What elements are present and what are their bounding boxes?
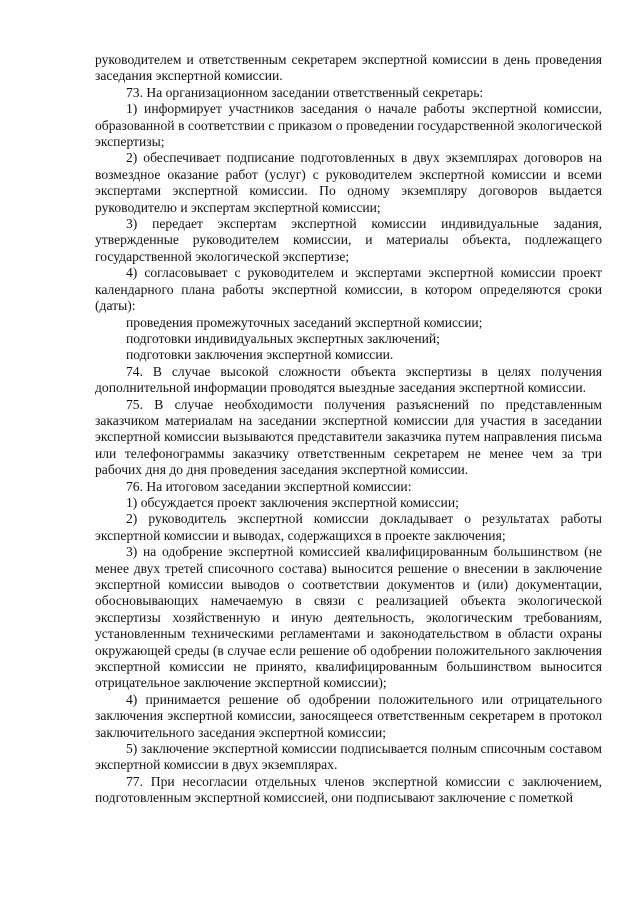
list-item-76-2: 2) руководитель экспертной комиссии докладывает о результатах работы экспертной комиссии и выводах, содержащихся в проекте заключения; <box>95 511 602 543</box>
list-item-73-1: 1) информирует участников заседания о начале работы экспертной комиссии, образованной в соответствии с приказом о проведении государственной экологической экспертизы; <box>95 101 602 150</box>
paragraph-continuation: руководителем и ответственным секретарем экспертной комиссии в день проведения заседания экспертной комиссии. <box>95 52 602 84</box>
list-item-76-1: 1) обсуждается проект заключения экспертной комиссии; <box>126 494 459 510</box>
sub-item-individual-conclusions: подготовки индивидуальных экспертных заключений; <box>126 330 440 346</box>
list-item-76-5: 5) заключение экспертной комиссии подписывается полным списочным составом экспертной комиссии в двух экземплярах. <box>95 741 602 773</box>
paragraph-74: 74. В случае высокой сложности объекта экспертизы в целях получения дополнительной информации проводятся выездные заседания экспертной комиссии. <box>95 363 602 396</box>
document-body <box>95 52 602 807</box>
list-item-73-4: 4) согласовывает с руководителем и экспертами экспертной комиссии проект календарного плана работы экспертной комиссии, в котором определяются сроки (даты): <box>95 265 602 314</box>
list-item-76-3: 3) на одобрение экспертной комиссией квалифицированным большинством (не менее двух третей списочного состава) выносится решение о внесении в заключение экспертной комиссии выводов о соответствии документов и (или) документации, обосновывающих намечаемую в связи с реализацией объекта экологической экспертизы хозяйственную и иную деятельность, экологическим требованиям, установленным техническими регламентами и законодательством в области охраны окружающей среды (в случае если решение об одобрении положительного заключения экспертной комиссии не принято, квалифицированным большинством выносится отрицательное заключение экспертной комиссии); <box>95 544 602 691</box>
sub-item-intermediate-meetings: проведения промежуточных заседаний экспертной комиссии; <box>126 314 483 330</box>
paragraph-73: 73. На организационном заседании ответственный секретарь: <box>126 84 484 100</box>
paragraph-76: 76. На итоговом заседании экспертной комиссии: <box>126 478 412 494</box>
paragraph-75: 75. В случае необходимости получения разъяснений по представленным заказчиком материалам на заседании экспертной комиссии для участия в заседании экспертной комиссии вызываются представители заказчика путем направления письма или телефонограммы заказчику ответственным секретарем не менее чем за три рабочих дня до дня проведения заседания экспертной комиссии. <box>95 396 602 478</box>
paragraph-77: 77. При несогласии отдельных членов экспертной комиссии с заключением, подготовленным экспертной комиссией, они подписывают заключение с пометкой <box>95 773 602 806</box>
list-item-73-2: 2) обеспечивает подписание подготовленных в двух экземплярах договоров на возмездное оказание работ (услуг) с руководителем экспертной комиссии и всеми экспертами экспертной комиссии. По одному экземпляру договоров выдается руководителю и экспертам экспертной комиссии; <box>95 150 602 215</box>
list-item-76-4: 4) принимается решение об одобрении положительного или отрицательного заключения экспертной комиссии, заносящееся ответственным секретарем в протокол заключительного заседания экспертной комиссии; <box>95 691 602 740</box>
sub-item-commission-conclusion: подготовки заключения экспертной комиссии. <box>126 347 394 363</box>
list-item-73-3: 3) передает экспертам экспертной комиссии индивидуальные задания, утвержденные руководителем комиссии, и материалы объекта, подлежащего государственной экологической экспертизе; <box>95 216 602 264</box>
